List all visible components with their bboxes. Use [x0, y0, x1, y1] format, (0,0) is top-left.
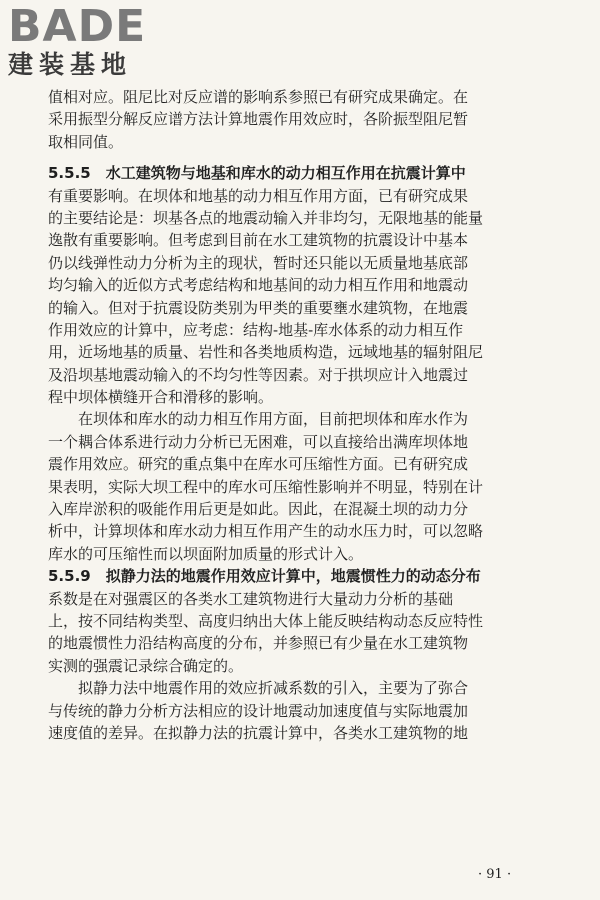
text-line: 作用效应的计算中，应考虑：结构-地基-库水体系的动力相互作 — [48, 320, 464, 339]
bade-logo — [8, 1, 147, 80]
text-line: 实测的强震记录综合确定的。 — [48, 656, 244, 675]
text-line: 有重要影响。在坝体和地基的动力相互作用方面，已有研究成果 — [48, 186, 469, 205]
text-line: 入库岸淤积的吸能作用后更是如此。因此，在混凝土坝的动力分 — [48, 500, 469, 519]
text-line: 均匀输入的近似方式考虑结构和地基间的动力相互作用和地震动 — [48, 276, 469, 295]
text-line: 值相对应。阻尼比对反应谱的影响系参照已有研究成果确定。在 — [48, 88, 469, 106]
text-line: 震作用效应。研究的重点集中在库水可压缩性方面。已有研究成 — [48, 455, 469, 474]
text-line: 逸散有重要影响。但考虑到目前在水工建筑物的抗震设计中基本 — [48, 231, 469, 250]
text-line: 与传统的静力分析方法相应的设计地震动加速度值与实际地震加 — [48, 701, 469, 720]
text-line: 及沿坝基地震动输入的不均匀性等因素。对于拱坝应计入地震过 — [48, 365, 469, 384]
text-line: 析中，计算坝体和库水动力相互作用产生的动水压力时，可以忽略 — [48, 522, 484, 541]
page-body — [48, 86, 568, 744]
text-line: 的主要结论是：坝基各点的地震动输入并非均匀，无限地基的能量 — [48, 208, 484, 227]
section-5-5-9-line: 5.5.9 拟静力法的地震作用效应计算中，地震惯性力的动态分布 — [48, 567, 481, 586]
text-line: 一个耦合体系进行动力分析已无困难，可以直接给出满库坝体地 — [48, 432, 469, 451]
text-line: 的地震惯性力沿结构高度的分布，并参照已有少量在水工建筑物 — [48, 634, 469, 653]
text-line: 取相同值。 — [48, 132, 124, 151]
text-line: 果表明，实际大坝工程中的库水可压缩性影响并不明显，特别在计 — [48, 477, 484, 496]
text-line: 系数是在对强震区的各类水工建筑物进行大量动力分析的基础 — [48, 589, 454, 608]
text-line: 采用振型分解反应谱方法计算地震作用效应时，各阶振型阻尼暂 — [48, 110, 469, 129]
text-line: 仍以线弹性动力分析为主的现状，暂时还只能以无质量地基底部 — [48, 253, 469, 272]
text-line: 用，近场地基的质量、岩性和各类地质构造，远域地基的辐射阻尼 — [48, 343, 484, 362]
text-line: 的输入。但对于抗震设防类别为甲类的重要壅水建筑物，在地震 — [48, 298, 469, 317]
text-line: 拟静力法中地震作用的效应折减系数的引入，主要为了弥合 — [48, 679, 469, 698]
text-line: 上，按不同结构类型、高度归纳出大体上能反映结构动态反应特性 — [48, 611, 484, 630]
logo-wordmark: BADE — [8, 1, 147, 52]
logo-subtitle: 建装基地 — [8, 50, 133, 79]
text-line: 程中坝体横缝开合和滑移的影响。 — [48, 388, 274, 407]
page-number: · 91 · — [478, 867, 512, 882]
text-line: 速度值的差异。在拟静力法的抗震计算中，各类水工建筑物的地 — [48, 723, 469, 742]
text-line: 库水的可压缩性而以坝面附加质量的形式计入。 — [48, 544, 364, 563]
section-5-5-5-line: 5.5.5 水工建筑物与地基和库水的动力相互作用在抗震计算中 — [48, 164, 466, 183]
text-line: 在坝体和库水的动力相互作用方面，目前把坝体和库水作为 — [48, 410, 469, 429]
